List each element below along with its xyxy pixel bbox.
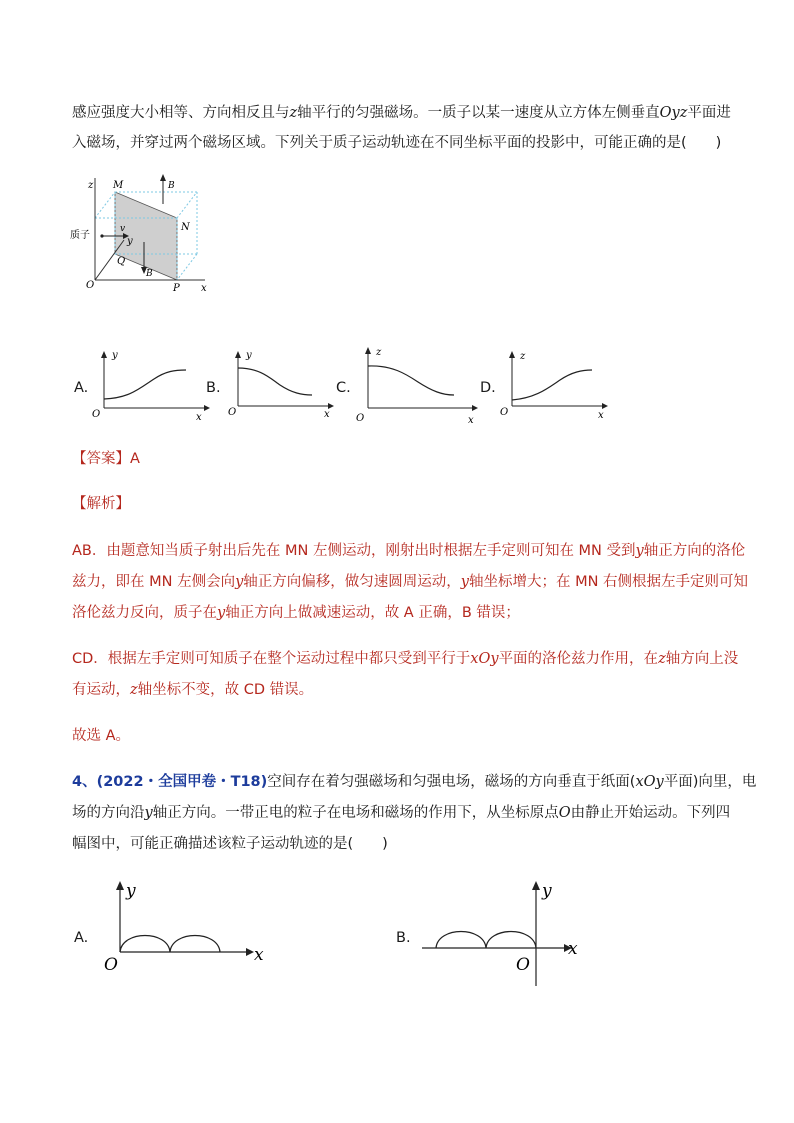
q4-option-b-haxis: x [568,939,578,959]
option-c-vaxis: z [376,347,382,358]
q4-option-a-trajectory [120,936,220,953]
q4-option-b-origin: O [516,955,530,975]
analysis-text: 轴正方向偏移，做匀速圆周运动， [243,574,461,590]
analysis-text: CD．根据左手定则可知质子在整个运动过程中都只受到平行于 [72,651,471,667]
answer-line [72,449,140,469]
y-symbol: y [635,543,644,559]
cube-figure [70,170,220,300]
analysis-text: 轴正方向上做减速运动，故 A 正确，B 错误； [225,605,520,621]
p-label: P [173,283,180,294]
option-a-letter: A. [74,380,89,396]
option-d-letter: D. [480,380,496,396]
q4-text: 平面)向里，电 [663,774,757,790]
proton-label: 质子 [70,230,90,241]
option-d-vaxis: z [520,351,526,362]
analysis-text: 轴方向上没 [665,651,739,667]
q-label: Q [117,256,126,267]
option-c-origin: O [356,413,365,424]
q4-option-a-graph [100,878,270,978]
analysis-text: 洛伦兹力反向，质子在 [72,605,217,621]
option-c-haxis: x [468,415,474,426]
q4-text: 由静止开始运动。下列四 [570,805,731,821]
analysis-p2-line-1 [72,649,738,669]
option-b-vaxis: y [246,350,252,361]
q4-option-b-trajectory [436,932,536,949]
analysis-p1-line-2 [72,572,748,592]
analysis-p1-line-3 [72,603,520,623]
v-label: v [120,224,126,234]
proton-dot [100,234,103,237]
z-symbol: z [658,651,666,667]
analysis-label: 【解析】 [72,496,130,512]
z-symbol: z [130,682,138,698]
q4-option-a-letter: A. [74,930,89,946]
intro-text: 轴平行的匀强磁场。一质子以某一速度从立方体左侧垂直 [297,105,660,121]
option-d-origin: O [500,407,509,418]
n-label: N [181,222,190,233]
xoy-symbol: xOy [635,774,664,790]
analysis-text: AB．由题意知当质子射出后先在 MN 左侧运动，刚射出时根据左手定则可知在 MN 受到 [72,543,636,559]
option-d-graph [498,348,613,423]
analysis-text: 平面的洛伦兹力作用，在 [498,651,659,667]
b-down-label: B [146,269,153,279]
y-symbol: y [217,605,226,621]
oyz-symbol: Oyz [659,105,688,121]
xoy-symbol: xOy [470,651,499,667]
option-b-letter: B. [206,380,221,396]
intro-line-1 [72,103,731,123]
z-label: z [88,180,94,191]
q4-option-b-letter: B. [396,930,411,946]
q4-option-a-vaxis: y [126,881,136,901]
intro-text: 感应强度大小相等、方向相反且与 [72,105,290,121]
option-a-curve [104,370,186,399]
answer-label: 【答案】 [72,451,130,467]
q4-option-a-origin: O [104,955,118,975]
option-a-origin: O [92,409,101,420]
origin-label: O [86,280,95,291]
q4-text: 场的方向沿 [72,805,145,821]
analysis-text: 轴坐标不变，故 CD 错误。 [137,682,314,698]
y-label: y [127,236,133,247]
option-b-haxis: x [324,409,330,420]
q4-option-b-vaxis: y [542,881,552,901]
analysis-text: 轴坐标增大；在 MN 右侧根据左手定则可知 [468,574,749,590]
b-up-label: B [168,181,175,191]
option-a-vaxis: y [112,350,118,361]
intro-text: 平面进 [687,105,731,121]
b-up-arrowhead [160,174,166,181]
analysis-text: 轴正方向的洛伦 [643,543,746,559]
z-symbol: z [289,105,298,121]
analysis-text: 兹力，即在 MN 左侧会向 [72,574,236,590]
q4-line-1 [72,772,756,792]
y-symbol: y [144,805,153,821]
q4-text: 轴正方向。一带正电的粒子在电场和磁场的作用下，从坐标原点 [152,805,559,821]
m-label: M [113,180,124,191]
q4-line-3: 幅图中，可能正确描述该粒子运动轨迹的是( ) [72,836,388,852]
y-symbol: y [460,574,469,590]
analysis-text: 有运动， [72,682,130,698]
option-c-curve [368,366,454,395]
q4-option-a-haxis: x [254,945,264,965]
q4-text: 空间存在着匀强磁场和匀强电场，磁场的方向垂直于纸面( [267,774,636,790]
answer-value: A [130,451,140,467]
option-c-graph [354,344,484,426]
q4-source: (2022・全国甲卷・T18) [96,774,268,790]
analysis-p2-line-2 [72,680,313,700]
q4-option-b-graph [418,878,588,990]
option-a-haxis: x [196,412,202,423]
o-symbol: O [558,805,571,821]
option-c-letter: C. [336,380,351,396]
option-b-graph [224,348,339,423]
x-label: x [201,283,207,294]
analysis-conclusion: 故选 A。 [72,728,131,744]
option-d-haxis: x [598,410,604,421]
option-b-origin: O [228,407,237,418]
option-a-graph [90,348,215,423]
y-symbol: y [235,574,244,590]
q4-number: 4、 [72,774,97,790]
option-d-curve [512,370,592,400]
q4-line-2 [72,803,730,823]
option-b-curve [238,368,312,395]
intro-line-2: 入磁场，并穿过两个磁场区域。下列关于质子运动轨迹在不同坐标平面的投影中，可能正确的是( ) [72,135,722,151]
analysis-p1-line-1 [72,541,745,561]
